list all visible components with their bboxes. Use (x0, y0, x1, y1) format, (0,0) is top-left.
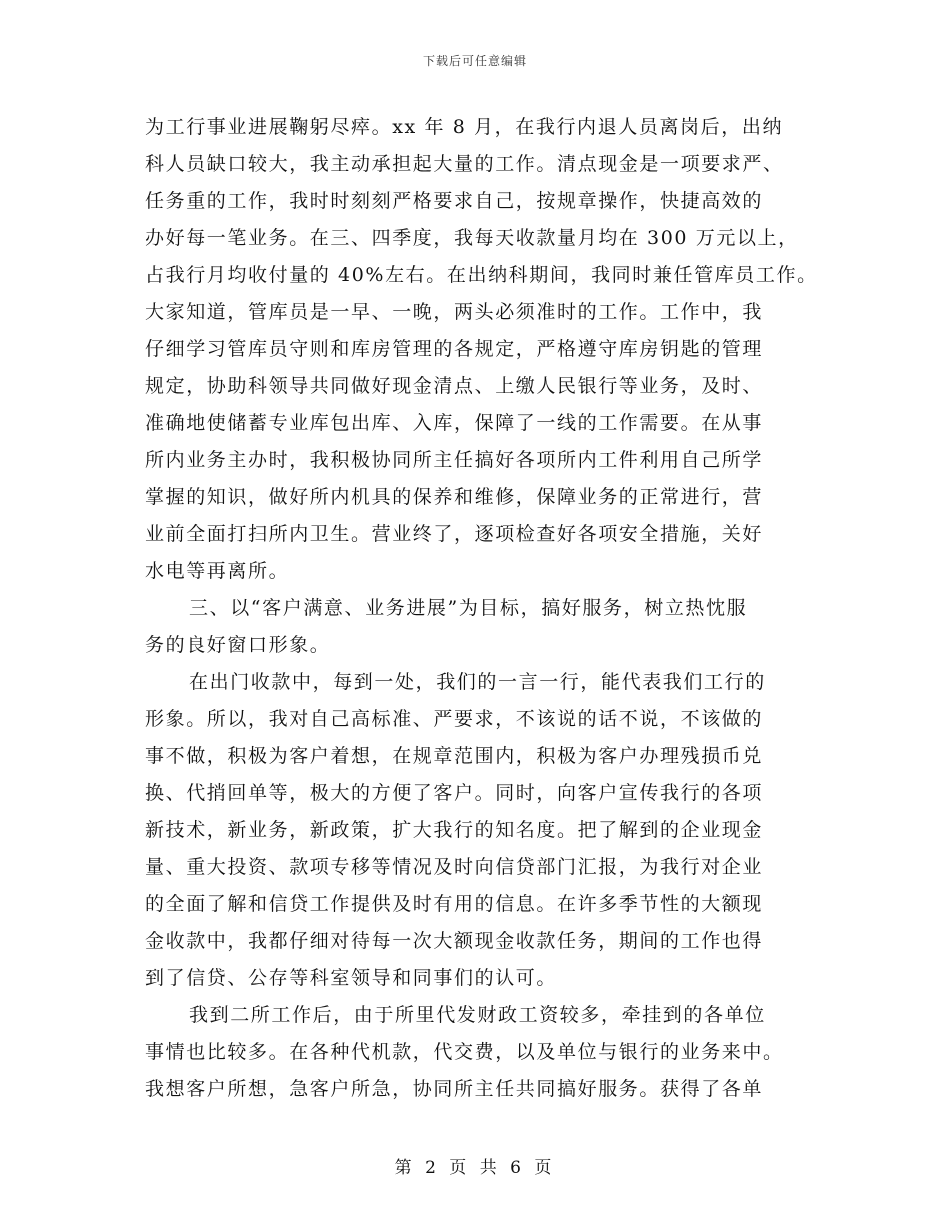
text-line: 换、代捎回单等，极大的方便了客户。同时，向客户宣传我行的各项 (145, 782, 764, 804)
text-line: 到了信贷、公存等科室领导和同事们的认可。 (145, 967, 558, 989)
text-line: 业前全面打扫所内卫生。营业终了，逐项检查好各项安全措施，关好 (145, 523, 764, 545)
text-line: 事不做，积极为客户着想，在规章范围内，积极为客户办理残损币兑 (145, 745, 764, 767)
paragraph (145, 997, 805, 1108)
text-line: 事情也比较多。在各种代机款，代交费，以及单位与银行的业务来中。 (145, 1041, 784, 1063)
text-line: 所内业务主办时，我积极协同所主任搞好各项所内工件利用自己所学 (145, 449, 764, 471)
paragraph (145, 109, 818, 590)
text-line: 新技术，新业务，新政策，扩大我行的知名度。把了解到的企业现金 (145, 819, 764, 841)
text-line: 的全面了解和信贷工作提供及时有用的信息。在许多季节性的大额现 (145, 893, 764, 915)
text-line: 为工行事业进展鞠躬尽瘁。xx 年 8 月，在我行内退人员离岗后，出纳 (145, 116, 784, 138)
text-line: 量、重大投资、款项专移等情况及时向信贷部门汇报，为我行对企业 (145, 856, 764, 878)
text-line: 科人员缺口较大，我主动承担起大量的工作。清点现金是一项要求严、 (145, 153, 784, 175)
text-line: 三、以“客户满意、业务进展”为目标，搞好服务，树立热忱服 (189, 597, 748, 619)
document-body (145, 109, 818, 1108)
text-line: 办好每一笔业务。在三、四季度，我每天收款量月均在 300 万元以上， (145, 227, 799, 249)
paragraph (145, 590, 805, 664)
text-line: 规定，协助科领导共同做好现金清点、上缴人民银行等业务，及时、 (145, 375, 764, 397)
paragraph (145, 664, 805, 997)
text-line: 我想客户所想，急客户所急，协同所主任共同搞好服务。获得了各单 (145, 1078, 764, 1100)
text-line: 占我行月均收付量的 40%左右。在出纳科期间，我同时兼任管库员工作。 (145, 264, 818, 286)
text-line: 金收款中，我都仔细对待每一次大额现金收款任务，期间的工作也得 (145, 930, 764, 952)
page-header: 下载后可任意编辑 (422, 54, 527, 68)
text-line: 务的良好窗口形象。 (145, 634, 331, 656)
text-line: 掌握的知识，做好所内机具的保养和维修，保障业务的正常进行，营 (145, 486, 764, 508)
text-line: 我到二所工作后，由于所里代发财政工资较多，牵挂到的各单位 (189, 1004, 766, 1026)
text-line: 形象。所以，我对自己高标准、严要求，不该说的话不说，不该做的 (145, 708, 764, 730)
text-line: 任务重的工作，我时时刻刻严格要求自己，按规章操作，快捷高效的 (145, 190, 764, 212)
text-line: 准确地使储蓄专业库包出库、入库，保障了一线的工作需要。在从事 (145, 412, 764, 434)
text-line: 在出门收款中，每到一处，我们的一言一行，能代表我们工行的 (189, 671, 766, 693)
text-line: 仔细学习管库员守则和库房管理的各规定，严格遵守库房钥匙的管理 (145, 338, 764, 360)
text-line: 大家知道，管库员是一早、一晚，两头必须准时的工作。工作中，我 (145, 301, 764, 323)
text-line: 水电等再离所。 (145, 560, 290, 582)
page-number: 第 2 页 共 6 页 (394, 1158, 556, 1178)
